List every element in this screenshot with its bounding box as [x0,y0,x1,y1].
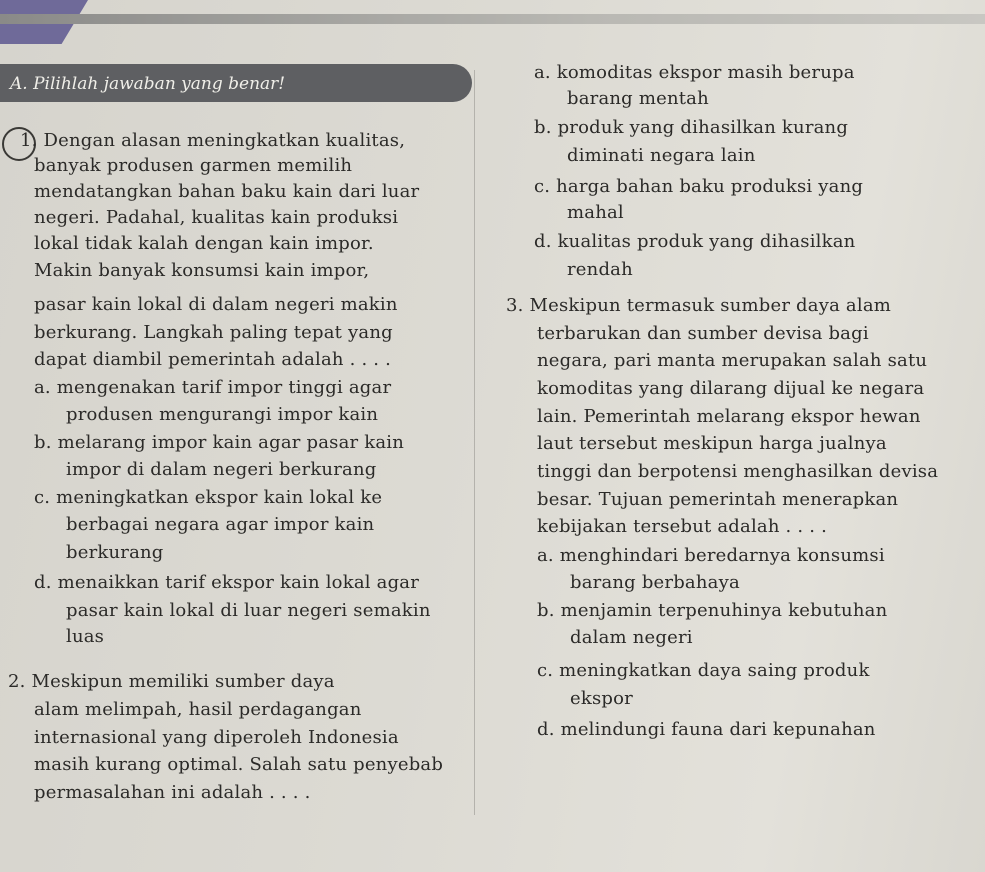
q3-option-a-cont: barang berbahaya [570,572,740,593]
q3-option-c-cont: ekspor [570,688,633,709]
q3-line: laut tersebut meskipun harga jualnya [537,433,887,454]
q1-line: Makin banyak konsumsi kain impor, [34,260,370,281]
q3-line: besar. Tujuan pemerintah menerapkan [537,489,899,510]
q1-option-c-cont: berkurang [66,542,164,563]
q2-line: 2. Meskipun memiliki sumber daya [8,671,335,692]
q1-option-d: d. menaikkan tarif ekspor kain lokal agar [34,572,420,593]
q2-line: internasional yang diperoleh Indonesia [34,727,399,748]
q2-option-a-cont: barang mentah [567,88,709,109]
q1-option-d-cont: pasar kain lokal di luar negeri semakin [66,600,431,621]
q1-option-b-cont: impor di dalam negeri berkurang [66,459,377,480]
q2-option-c-cont: mahal [567,202,624,223]
q1-line: berkurang. Langkah paling tepat yang [34,322,393,343]
q1-line: mendatangkan bahan baku kain dari luar [34,181,420,202]
q3-line: lain. Pemerintah melarang ekspor hewan [537,406,921,427]
q3-line: terbarukan dan sumber devisa bagi [537,323,869,344]
q1-line: 1. Dengan alasan meningkatkan kualitas, [20,130,406,151]
q2-option-b: b. produk yang dihasilkan kurang [534,117,849,138]
top-rule [0,14,985,24]
q1-option-a-cont: produsen mengurangi impor kain [66,404,379,425]
column-divider [474,70,475,815]
q3-option-d: d. melindungi fauna dari kepunahan [537,719,876,740]
q1-option-c-cont: berbagai negara agar impor kain [66,514,375,535]
q1-line: lokal tidak kalah dengan kain impor. [34,233,374,254]
q2-option-d-cont: rendah [567,259,633,280]
q1-line: pasar kain lokal di dalam negeri makin [34,294,398,315]
q1-option-a: a. mengenakan tarif impor tinggi agar [34,377,392,398]
q2-option-d: d. kualitas produk yang dihasilkan [534,231,856,252]
q1-line: dapat diambil pemerintah adalah . . . . [34,349,392,370]
q2-option-c: c. harga bahan baku produksi yang [534,176,864,197]
q3-line: tinggi dan berpotensi menghasilkan devisa [537,461,939,482]
q1-line: negeri. Padahal, kualitas kain produksi [34,207,399,228]
q3-option-b: b. menjamin terpenuhinya kebutuhan [537,600,888,621]
q1-option-d-cont: luas [66,626,105,647]
q3-option-b-cont: dalam negeri [570,627,693,648]
q3-option-a: a. menghindari beredarnya konsumsi [537,545,885,566]
q1-option-b: b. melarang impor kain agar pasar kain [34,432,405,453]
section-title: A. Pilihlah jawaban yang benar! [10,74,286,94]
q2-line: permasalahan ini adalah . . . . [34,782,311,803]
q3-line: komoditas yang dilarang dijual ke negara [537,378,925,399]
q1-option-c: c. meningkatkan ekspor kain lokal ke [34,487,383,508]
q2-option-b-cont: diminati negara lain [567,145,756,166]
q3-line: 3. Meskipun termasuk sumber daya alam [506,295,892,316]
q3-line: negara, pari manta merupakan salah satu [537,350,928,371]
q2-option-a: a. komoditas ekspor masih berupa [534,62,855,83]
q2-line: masih kurang optimal. Salah satu penyebab [34,754,444,775]
q1-line: banyak produsen garmen memilih [34,155,353,176]
q2-line: alam melimpah, hasil perdagangan [34,699,362,720]
q3-option-c: c. meningkatkan daya saing produk [537,660,870,681]
q3-line: kebijakan tersebut adalah . . . . [537,516,827,537]
